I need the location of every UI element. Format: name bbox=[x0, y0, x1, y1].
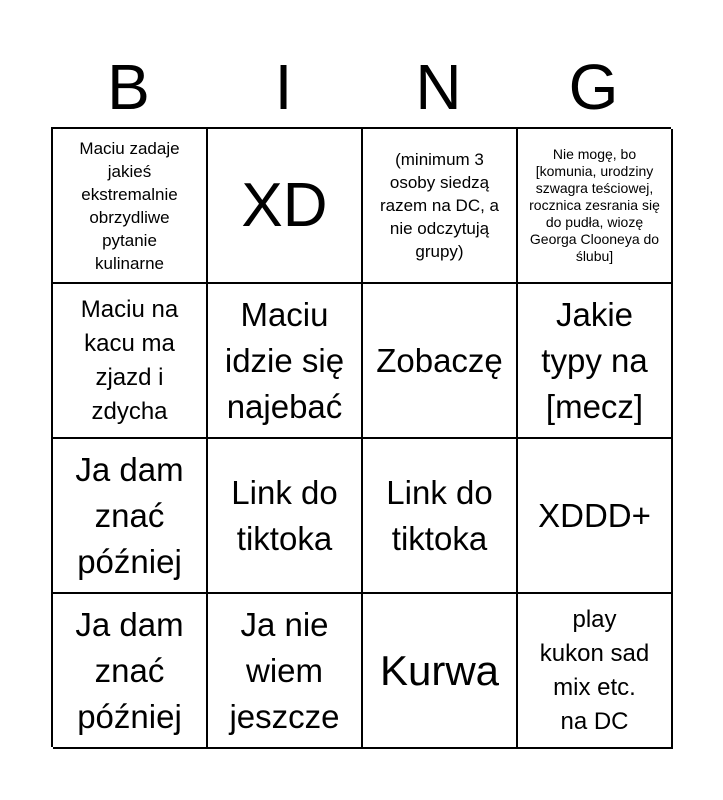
cell-text: Ja dam znać później bbox=[75, 605, 184, 735]
cell-text: XDDD+ bbox=[538, 496, 651, 534]
cell-text: Link do tiktoka bbox=[231, 473, 338, 557]
cell-text: Jakie typy na [mecz] bbox=[541, 295, 648, 425]
cell-text: Ja dam znać później bbox=[75, 450, 184, 580]
bingo-cell-r2-c2[interactable] bbox=[208, 284, 363, 439]
cell-text: Maciu idzie się najebać bbox=[224, 295, 345, 425]
cell-text: Nie mogę, bo [komunia, urodziny szwagra teściowej, rocznica zesrania się do pudła, wiozę Georga Clooneya do ślubu] bbox=[529, 146, 660, 264]
bingo-cell-r3-c1[interactable] bbox=[53, 439, 208, 594]
cell-text: Zobaczę bbox=[376, 341, 503, 379]
bingo-cell-r1-c3[interactable] bbox=[363, 129, 518, 284]
bingo-cell-r4-c1[interactable] bbox=[53, 594, 208, 749]
cell-text: XD bbox=[241, 170, 328, 240]
bingo-cell-r4-c4[interactable] bbox=[518, 594, 673, 749]
bingo-cell-r3-c4[interactable] bbox=[518, 439, 673, 594]
cell-text: Link do tiktoka bbox=[386, 473, 493, 557]
bingo-cell-r3-c2[interactable] bbox=[208, 439, 363, 594]
cell-text: Kurwa bbox=[379, 646, 500, 694]
bingo-cell-r2-c1[interactable] bbox=[53, 284, 208, 439]
bingo-cell-r3-c3[interactable] bbox=[363, 439, 518, 594]
bingo-cell-r1-c4[interactable] bbox=[518, 129, 673, 284]
bingo-cell-r4-c2[interactable] bbox=[208, 594, 363, 749]
cell-text: play kukon sad mix etc. na DC bbox=[539, 605, 650, 735]
bingo-cell-r1-c2[interactable] bbox=[208, 129, 363, 284]
bingo-cell-r2-c4[interactable] bbox=[518, 284, 673, 439]
header-letter-n: N bbox=[415, 51, 462, 123]
bingo-cell-r1-c1[interactable] bbox=[53, 129, 208, 284]
header-letter-b: B bbox=[107, 51, 150, 123]
cell-text: (minimum 3 osoby siedzą razem na DC, a nie odczytują grupy) bbox=[379, 150, 500, 261]
cell-text: Ja nie wiem jeszcze bbox=[229, 605, 340, 735]
bingo-cell-r4-c3[interactable] bbox=[363, 594, 518, 749]
header-letter-g: G bbox=[568, 51, 619, 123]
cell-text: Maciu zadaje jakieś ekstremalnie obrzydliwe pytanie kulinarne bbox=[79, 138, 180, 273]
bingo-card bbox=[51, 127, 671, 747]
header-letter-i: I bbox=[274, 51, 293, 123]
cell-text: Maciu na kacu ma zjazd i zdycha bbox=[80, 295, 179, 425]
bingo-cell-r2-c3[interactable] bbox=[363, 284, 518, 439]
bingo-header bbox=[51, 50, 671, 125]
